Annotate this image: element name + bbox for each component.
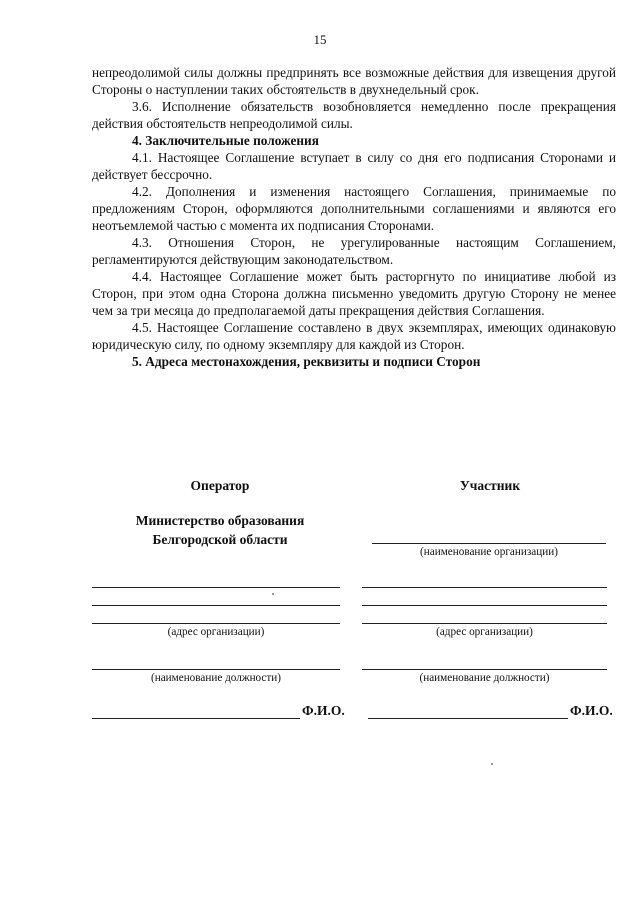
operator-position-caption: (наименование должности) — [150, 672, 281, 684]
operator-org-name — [100, 511, 340, 549]
operator-address-caption: (адрес организации) — [167, 626, 265, 638]
operator-address-line-2 — [92, 605, 340, 606]
participant-org-name-line — [372, 543, 606, 544]
paragraph-4-1: 4.1. Настоящее Соглашение вступает в силу со дня его подписания Сторонами и действует бессрочно. — [92, 150, 616, 182]
section-4-heading: 4. Заключительные положения — [132, 133, 319, 148]
operator-address-line-1 — [92, 587, 340, 588]
operator-org-line-2: Белгородской области — [152, 532, 288, 547]
participant-address-line-1 — [362, 587, 607, 588]
paragraph-4-3: 4.3. Отношения Сторон, не урегулированные настоящим Соглашением, регламентируются действующим законодательством. — [92, 235, 616, 267]
operator-position-line — [92, 669, 340, 670]
paragraph-3-6: 3.6. Исполнение обязательств возобновляется немедленно после прекращения действия обстоятельств непреодолимой силы. — [92, 99, 616, 131]
participant-org-caption: (наименование организации) — [420, 546, 558, 558]
document-body — [92, 64, 616, 370]
participant-fio-label: Ф.И.О. — [570, 703, 613, 718]
participant-address-caption: (адрес организации) — [436, 626, 533, 638]
participant-position-line — [362, 669, 607, 670]
section-5-heading: 5. Адреса местонахождения, реквизиты и подписи Сторон — [132, 354, 481, 369]
operator-title: Оператор — [190, 478, 250, 493]
scan-speck — [272, 593, 274, 595]
participant-signature-line — [368, 718, 568, 719]
page-number: 15 — [313, 32, 327, 47]
scan-speck — [491, 763, 493, 765]
paragraph-4-5: 4.5. Настоящее Соглашение составлено в двух экземплярах, имеющих одинаковую юридическую силу, по одному экземпляру для каждой из Сторон. — [92, 320, 616, 352]
participant-address-line-3 — [362, 623, 607, 624]
participant-position-caption: (наименование должности) — [419, 672, 550, 684]
operator-fio-label: Ф.И.О. — [302, 703, 345, 718]
participant-title: Участник — [459, 478, 521, 493]
participant-address-line-2 — [362, 605, 607, 606]
operator-address-line-3 — [92, 623, 340, 624]
paragraph-4-2: 4.2. Дополнения и изменения настоящего Соглашения, принимаемые по предложениям Сторон, оформляются дополнительными соглашениями и являются его неотъемлемой частью с момента их подписания Сторонами. — [92, 184, 616, 233]
operator-signature-line — [92, 718, 300, 719]
paragraph-4-4: 4.4. Настоящее Соглашение может быть расторгнуто по инициативе любой из Сторон, при этом одна Сторона должна письменно уведомить другую Сторону не менее чем за три месяца до предполагаемой даты прекращения действия Соглашения. — [92, 269, 616, 318]
paragraph-continued: непреодолимой силы должны предпринять все возможные действия для извещения другой Стороны о наступлении таких обстоятельств в двухнедельный срок. — [92, 65, 616, 97]
operator-org-line-1: Министерство образования — [135, 513, 305, 528]
